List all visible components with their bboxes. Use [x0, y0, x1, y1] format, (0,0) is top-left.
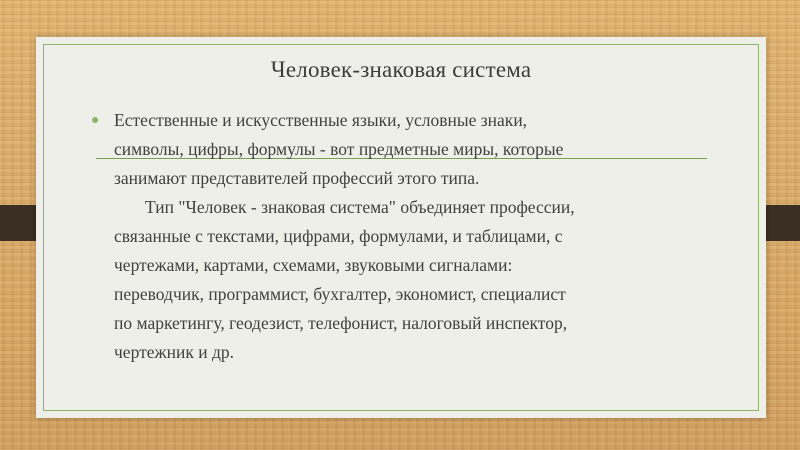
right-edge-tab: [764, 205, 800, 241]
body-line-8: по маркетингу, геодезист, телефонист, налоговый инспектор,: [114, 313, 568, 333]
body-line-5: связанные с текстами, цифрами, формулами, и таблицами, с: [114, 226, 563, 246]
body-line-1: Естественные и искусственные языки, условные знаки,: [114, 110, 528, 130]
body-line-3: занимают представителей профессий этого типа.: [114, 168, 480, 188]
body-line-9: чертежник и др.: [114, 342, 234, 362]
slide-title: Человек-знаковая система: [270, 57, 532, 82]
body-line-6: чертежами, картами, схемами, звуковыми сигналами:: [114, 255, 513, 275]
body-line-2: символы, цифры, формулы - вот предметные миры, которые: [114, 139, 564, 159]
body-line-7: переводчик, программист, бухгалтер, экономист, специалист: [114, 284, 566, 304]
left-edge-tab: [0, 205, 36, 241]
bullet-dot-icon: ●: [91, 113, 100, 128]
body-line-4: Тип "Человек - знаковая система" объединяет профессии,: [145, 197, 575, 217]
bullet-item: [91, 106, 731, 367]
slide-card: [36, 37, 766, 418]
slide-body: [91, 106, 731, 367]
